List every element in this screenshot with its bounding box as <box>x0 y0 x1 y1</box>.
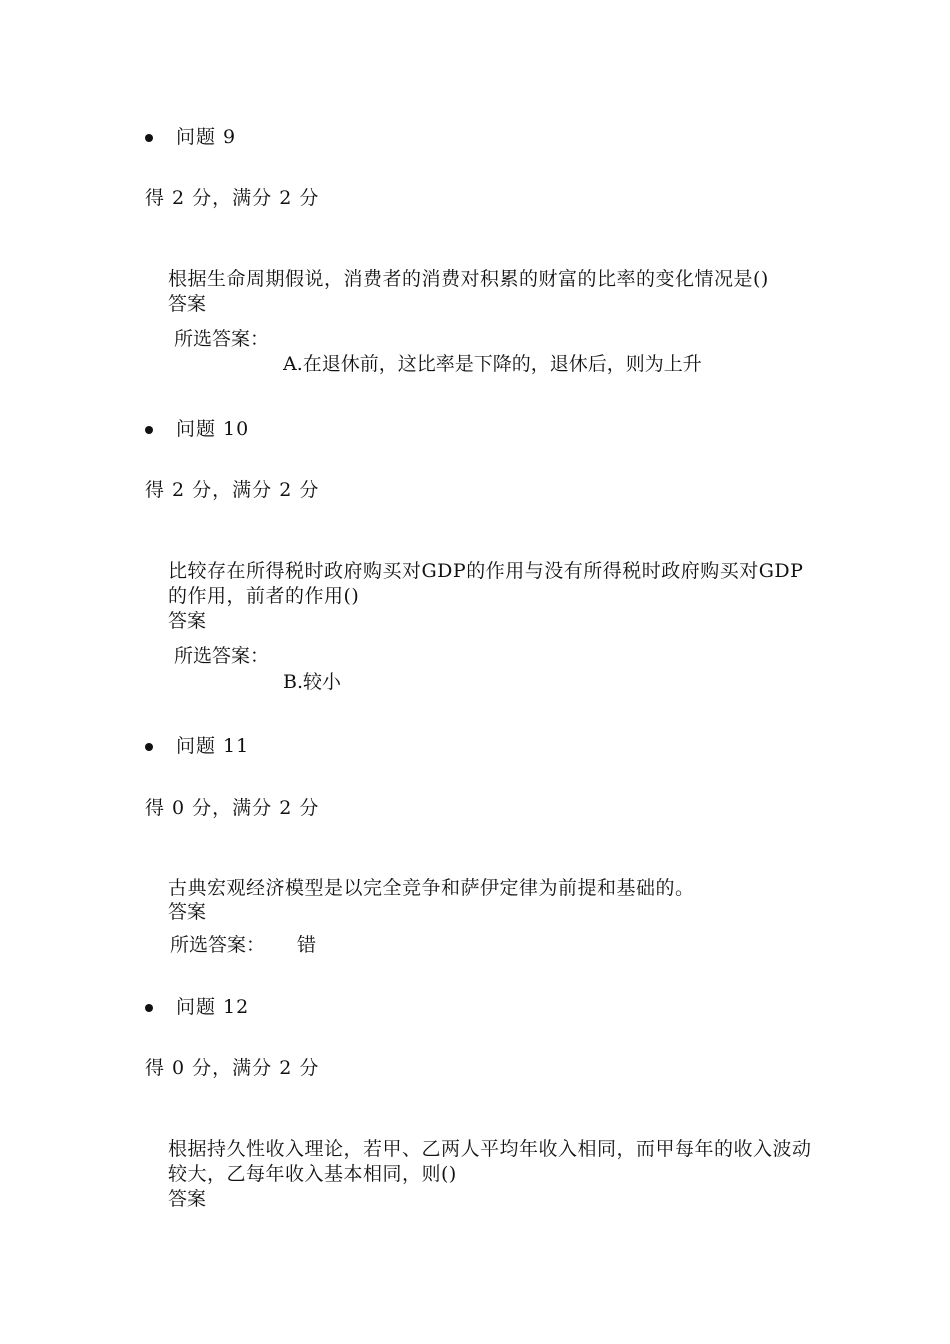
question-title: 问题 10 <box>176 418 250 440</box>
answer-label: 答案 <box>168 610 207 632</box>
bullet-icon <box>145 743 153 751</box>
question-text-line: 根据持久性收入理论，若甲、乙两人平均年收入相同，而甲每年的收入波动 <box>168 1138 812 1160</box>
bullet-icon <box>145 134 153 142</box>
answer-label: 答案 <box>168 1188 207 1210</box>
answer-label: 答案 <box>168 901 207 923</box>
question-text-line: 较大，乙每年收入基本相同，则() <box>168 1163 457 1185</box>
selected-answer-label: 所选答案： <box>174 328 270 350</box>
bullet-icon <box>145 1004 153 1012</box>
bullet-icon <box>145 426 153 434</box>
selected-answer-label: 所选答案： <box>174 645 270 667</box>
question-score: 得 0 分，满分 2 分 <box>145 797 320 819</box>
selected-answer: 错 <box>297 934 317 956</box>
question-text-line: 根据生命周期假说，消费者的消费对积累的财富的比率的变化情况是() <box>168 268 769 290</box>
question-text-line: 比较存在所得税时政府购买对GDP的作用与没有所得税时政府购买对GDP <box>168 560 804 582</box>
selected-answer-label: 所选答案： <box>170 934 266 956</box>
question-title: 问题 11 <box>176 735 250 757</box>
question-text-line: 古典宏观经济模型是以完全竞争和萨伊定律为前提和基础的。 <box>168 877 695 899</box>
question-score: 得 2 分，满分 2 分 <box>145 479 320 501</box>
question-title: 问题 12 <box>176 996 250 1018</box>
selected-answer: A.在退休前，这比率是下降的，退休后，则为上升 <box>283 353 702 375</box>
question-text-line: 的作用，前者的作用() <box>168 585 360 607</box>
answer-label: 答案 <box>168 293 207 315</box>
question-score: 得 2 分，满分 2 分 <box>145 187 320 209</box>
question-title: 问题 9 <box>176 126 237 148</box>
selected-answer: B.较小 <box>283 671 342 693</box>
question-score: 得 0 分，满分 2 分 <box>145 1057 320 1079</box>
